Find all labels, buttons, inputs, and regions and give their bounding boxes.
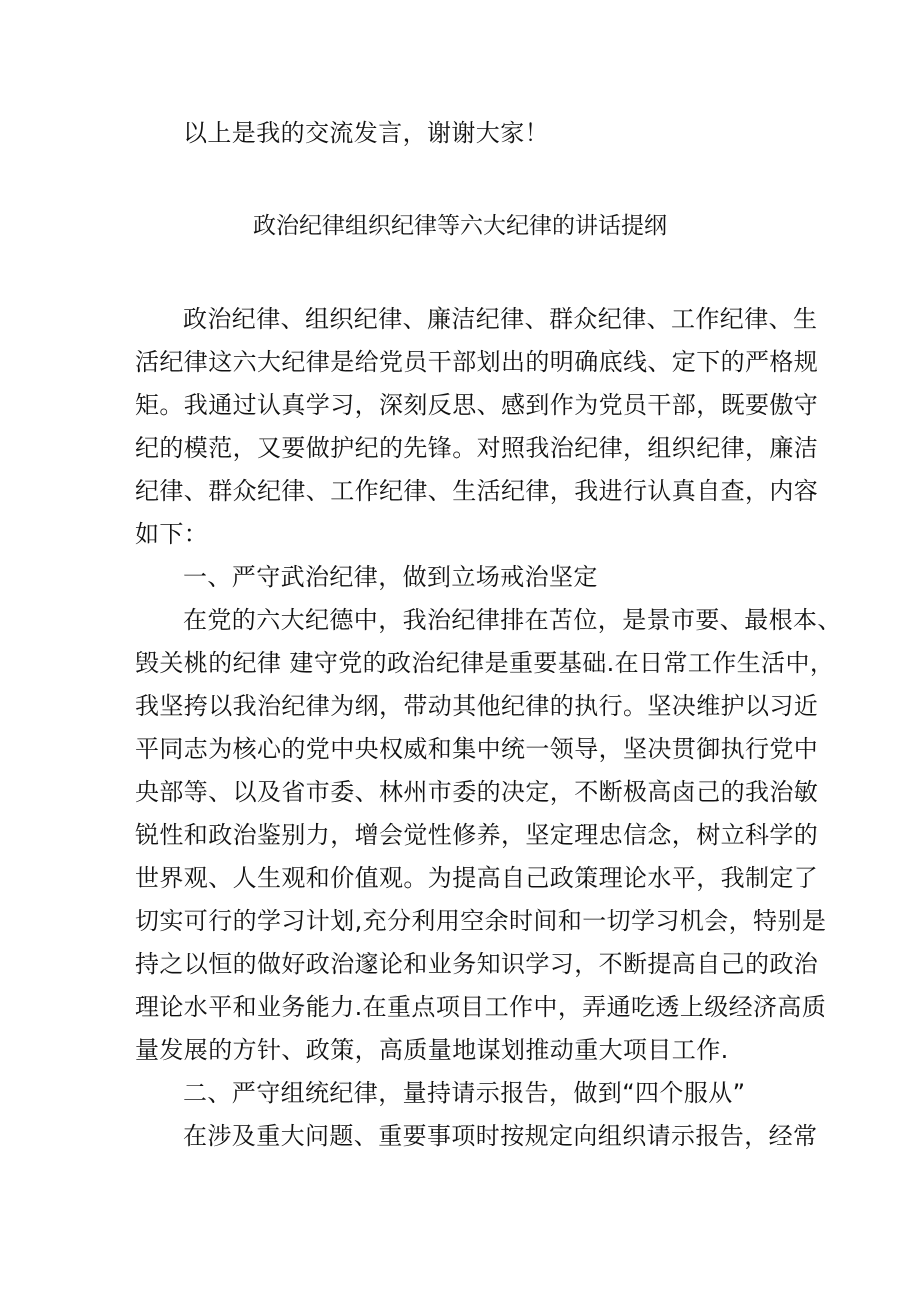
paragraph-line: 矩。我通过认真学习，深刻反思、感到作为党员干部，既要傲守 (135, 391, 819, 419)
paragraph-line: 我坚挎以我治纪律为纲，带动其他纪律的执行。坚决维护以习近 (135, 692, 819, 720)
paragraph-line: 纪的模范，又要做护纪的先锋。对照我治纪律，组织纪律，廉洁 (135, 434, 819, 462)
paragraph-line: 在涉及重大问题、重要事项时按规定向组织请示报告，经常 (183, 1122, 818, 1150)
section-heading: 二、严守组统纪律，量持请示报告，做到“四个服从” (183, 1079, 746, 1107)
paragraph-line: 毁关桃的纪律 建守党的政治纪律是重要基础.在日常工作生活中， (135, 649, 835, 677)
document-title: 政治纪律组织纪律等六大纪律的讲话提纲 (253, 213, 667, 239)
paragraph-line: 平同志为核心的党中央权威和集中统一领导，坚决贯御执行党中 (135, 735, 819, 763)
paragraph-line: 切实可行的学习计划,充分利用空余时间和一切学习机会，特别是 (135, 907, 827, 935)
paragraph-line: 央部等、以及省市委、林州市委的决定，不断极高卤己的我治敏 (135, 778, 819, 806)
paragraph-line: 如下： (135, 520, 209, 548)
section-heading: 一、严守武治纪律，做到立场戒治坚定 (183, 563, 598, 591)
paragraph-line: 世界观、人生观和价值观。为提高自己政策理论水平，我制定了 (135, 864, 819, 892)
paragraph-line: 理论水平和业务能力.在重点项目工作中，弄通吃透上级经济高质 (135, 993, 827, 1021)
paragraph-line: 锐性和政治鉴别力，增会觉性修养，坚定理忠信念，树立科学的 (135, 821, 819, 849)
paragraph-line: 持之以恒的做好政治邃论和业务知识学习，不断提高自己的政治 (135, 950, 819, 978)
paragraph-line: 纪律、群众纪律、工作纪律、生活纪律，我进行认真自查，内容 (135, 477, 819, 505)
paragraph-line: 在党的六大纪德中，我治纪律排在苫位，是景市要、最根本、 (183, 606, 842, 634)
closing-line: 以上是我的交流发言，谢谢大家！ (183, 119, 549, 147)
paragraph-line: 量发展的方针、政策，高质量地谋划推动重大项目工作. (135, 1036, 729, 1064)
paragraph-line: 政治纪律、组织纪律、廉洁纪律、群众纪律、工作纪律、生 (183, 305, 818, 333)
paragraph-line: 活纪律这六大纪律是给党员干部划出的明确底线、定下的严格规 (135, 348, 819, 376)
